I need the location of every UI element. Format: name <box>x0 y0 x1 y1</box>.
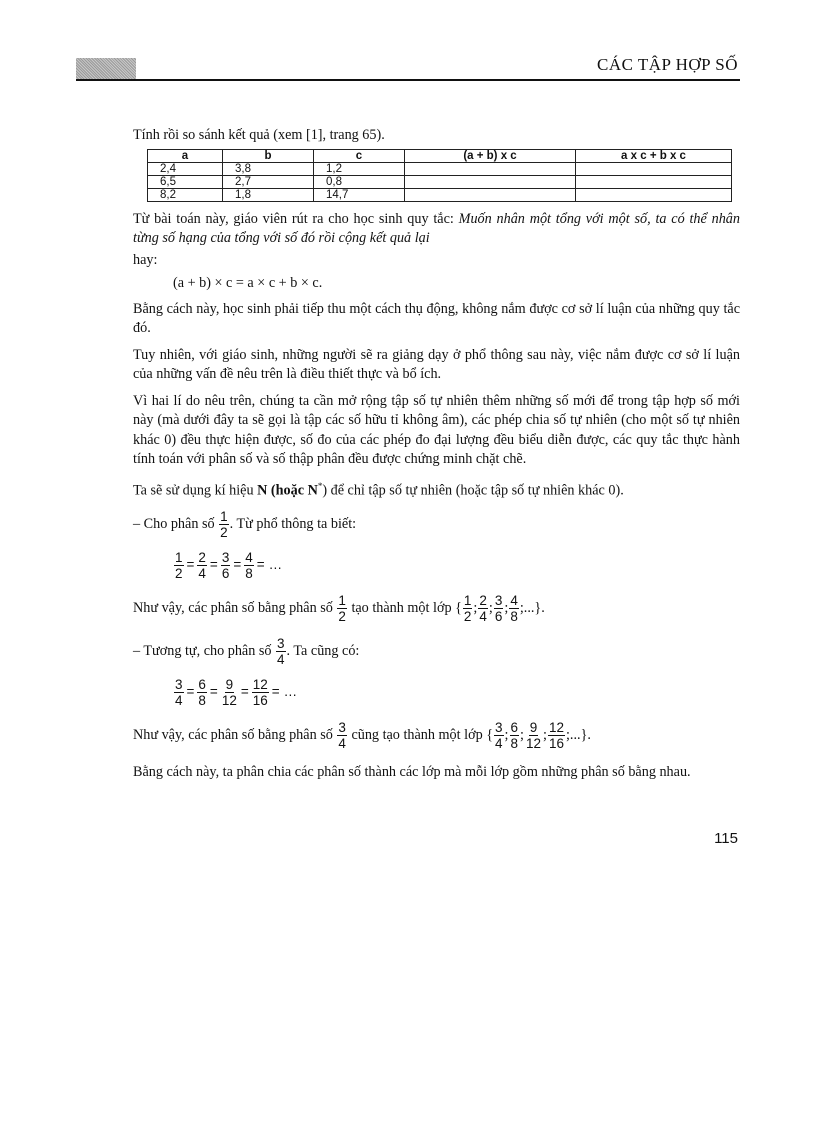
denominator: 6 <box>494 608 503 624</box>
equation-line-2 <box>173 677 740 708</box>
numerator: 12 <box>548 719 564 735</box>
denominator: 4 <box>175 692 183 708</box>
example-1-lead <box>133 509 740 540</box>
table-cell <box>405 188 576 201</box>
numerator: 3 <box>221 549 230 565</box>
table-cell <box>576 162 732 175</box>
table-cell: 8,2 <box>148 188 223 201</box>
equals-sign: = <box>186 684 195 700</box>
table-cell: 1,2 <box>314 162 405 175</box>
ex2-tail-text: . Ta cũng có: <box>286 642 360 659</box>
p4-text-a: Ta sẽ sử dụng kí hiệu <box>133 482 258 499</box>
table-row <box>148 175 732 188</box>
fraction-3-6 <box>221 550 231 581</box>
ex2-class-end: ;...}. <box>565 726 591 743</box>
numerator: 3 <box>494 592 503 608</box>
p4-text-b: (hoặc <box>267 482 308 499</box>
separator: ; <box>473 599 478 616</box>
equation-line-1 <box>173 550 740 581</box>
denominator: 12 <box>221 692 237 708</box>
paragraph-4 <box>133 477 740 501</box>
fraction-3-4 <box>276 636 286 667</box>
ex1-lead-text: – Cho phân số <box>133 515 219 532</box>
paragraph-1: Bằng cách này, học sinh phải tiếp thu một cách thụ động, không nắm được cơ sở lí luận của những quy tắc đó. <box>133 300 740 336</box>
distributive-formula: (a + b) × c = a × c + b × c. <box>173 275 323 291</box>
rule-lead: Từ bài toán này, giáo viên rút ra cho học sinh quy tắc: <box>133 210 459 227</box>
numerator: 1 <box>338 592 346 608</box>
fraction-9-12 <box>221 677 238 708</box>
denominator: 12 <box>525 735 541 751</box>
numerator: 1 <box>175 549 183 565</box>
table-cell: 6,5 <box>148 175 223 188</box>
denominator: 2 <box>338 608 346 624</box>
fraction-1-2 <box>219 509 229 540</box>
table-header-cell: c <box>314 149 405 162</box>
denominator: 8 <box>510 608 518 624</box>
header-decoration <box>76 58 136 80</box>
ex1-class-end: ;...}. <box>519 599 545 616</box>
fraction-3-4 <box>494 720 504 751</box>
numerator: 9 <box>529 719 538 735</box>
fraction-3-4 <box>337 720 347 751</box>
denominator: 4 <box>495 735 503 751</box>
example-2-class <box>133 720 740 751</box>
data-table <box>147 149 732 202</box>
table-cell <box>405 162 576 175</box>
fraction-1-2 <box>174 550 184 581</box>
rule-italic: Muốn nhân một tổng với một số, ta có thể nhân từng số hạng của tổng với số đó rồi cộng kết quả lại <box>133 210 740 246</box>
numerator: 3 <box>338 719 346 735</box>
fraction-12-16 <box>252 677 269 708</box>
fraction-1-2 <box>337 593 347 624</box>
denominator: 2 <box>463 608 472 624</box>
numerator: 12 <box>252 676 268 692</box>
denominator: 16 <box>548 735 564 751</box>
ex2-lead-text: – Tương tự, cho phân số <box>133 642 276 659</box>
table-cell: 1,8 <box>223 188 314 201</box>
example-1-class <box>133 593 740 624</box>
ex2-class-mid: cũng tạo thành một lớp { <box>347 726 494 743</box>
fraction-3-4 <box>174 677 184 708</box>
equals-sign: = <box>233 557 242 573</box>
rule-paragraph <box>133 210 740 249</box>
table-cell <box>405 175 576 188</box>
separator: ; <box>488 599 493 616</box>
denominator: 8 <box>245 565 253 581</box>
table-cell: 2,7 <box>223 175 314 188</box>
separator: ; <box>520 726 524 743</box>
numerator: 3 <box>175 676 183 692</box>
numerator: 1 <box>463 592 472 608</box>
denominator: 6 <box>221 565 230 581</box>
table-cell <box>576 188 732 201</box>
paragraph-5: Bằng cách này, ta phân chia các phân số thành các lớp mà mỗi lớp gồm những phân số bằng nhau. <box>133 763 691 780</box>
ex1-class-mid: tạo thành một lớp { <box>347 599 462 616</box>
numerator: 4 <box>510 592 518 608</box>
page-number: 115 <box>714 830 738 847</box>
equals-sign: = <box>256 557 265 573</box>
equals-sign: = <box>186 557 195 573</box>
denominator: 4 <box>277 651 285 667</box>
denominator: 8 <box>510 735 519 751</box>
header-rule <box>76 79 740 81</box>
denominator: 2 <box>175 565 183 581</box>
fraction-2-4 <box>197 550 207 581</box>
table-header-cell: a <box>148 149 223 162</box>
table-header-row <box>148 149 732 162</box>
ex1-class-lead: Như vậy, các phân số bằng phân số <box>133 599 337 616</box>
symbol-N: N <box>257 482 268 499</box>
fraction-4-8 <box>509 593 519 624</box>
numerator: 9 <box>225 676 234 692</box>
running-header-title: CÁC TẬP HỢP SỐ <box>597 55 738 74</box>
ex1-tail-text: . Từ phổ thông ta biết: <box>229 515 357 532</box>
ex2-class-lead: Như vậy, các phân số bằng phân số <box>133 726 337 743</box>
numerator: 6 <box>198 676 206 692</box>
fraction-6-8 <box>197 677 207 708</box>
equals-sign: = <box>209 684 218 700</box>
separator: ; <box>504 599 509 616</box>
numerator: 4 <box>245 549 253 565</box>
ellipsis: … <box>283 684 298 700</box>
table-header-cell: b <box>223 149 314 162</box>
fraction-6-8 <box>510 720 520 751</box>
denominator: 16 <box>252 692 268 708</box>
star-superscript: * <box>317 480 323 491</box>
table-header-cell: (a + b) x c <box>405 149 576 162</box>
separator: ; <box>543 726 547 743</box>
numerator: 2 <box>479 592 487 608</box>
numerator: 3 <box>277 635 285 651</box>
p4-text-c: ) để chỉ tập số tự nhiên (hoặc tập số tự nhiên khác 0). <box>322 482 624 499</box>
fraction-12-16 <box>548 720 565 751</box>
numerator: 1 <box>220 508 228 524</box>
paragraph-2: Tuy nhiên, với giáo sinh, những người sẽ ra giảng dạy ở phổ thông sau này, việc nắm được cơ sở lí luận của những vấn đề nêu trên là điều thiết thực và bổ ích. <box>133 346 740 382</box>
table-cell: 14,7 <box>314 188 405 201</box>
intro-text: Tính rồi so sánh kết quả (xem [1], trang 65). <box>133 127 385 143</box>
numerator: 2 <box>198 549 206 565</box>
denominator: 4 <box>198 565 206 581</box>
table-row <box>148 162 732 175</box>
table-cell: 2,4 <box>148 162 223 175</box>
equals-sign: = <box>271 684 280 700</box>
fraction-9-12 <box>525 720 542 751</box>
fraction-4-8 <box>244 550 254 581</box>
fraction-3-6 <box>494 593 504 624</box>
numerator: 3 <box>495 719 503 735</box>
symbol-N-star: N <box>307 482 318 499</box>
table-row <box>148 188 732 201</box>
equals-sign: = <box>209 557 218 573</box>
table-cell: 3,8 <box>223 162 314 175</box>
denominator: 2 <box>220 524 228 540</box>
ellipsis: … <box>268 557 283 573</box>
numerator: 6 <box>510 719 519 735</box>
hay-text: hay: <box>133 251 158 268</box>
fraction-1-2 <box>463 593 473 624</box>
denominator: 8 <box>198 692 206 708</box>
paragraph-3: Vì hai lí do nêu trên, chúng ta cần mở rộng tập số tự nhiên thêm những số mới để trong tập hợp số mới này (mà dưới đây ta sẽ gọi là tập các số hữu tỉ không âm), các phép chia số tự nhiên (cho một số tự nhiên khác 0) đều thực hiện được, số đo của các phép đo đại lượng đều biểu diễn được, các quy tắc thực hành tính toán với phân số và số thập phân đều được chứng minh chặt chẽ. <box>133 392 740 467</box>
example-2-lead <box>133 636 740 667</box>
separator: ; <box>504 726 509 743</box>
table-header-cell: a x c + b x c <box>576 149 732 162</box>
table-cell: 0,8 <box>314 175 405 188</box>
denominator: 4 <box>479 608 487 624</box>
page-content <box>133 126 740 782</box>
equals-sign: = <box>240 684 249 700</box>
table-cell <box>576 175 732 188</box>
denominator: 4 <box>338 735 346 751</box>
fraction-2-4 <box>478 593 488 624</box>
